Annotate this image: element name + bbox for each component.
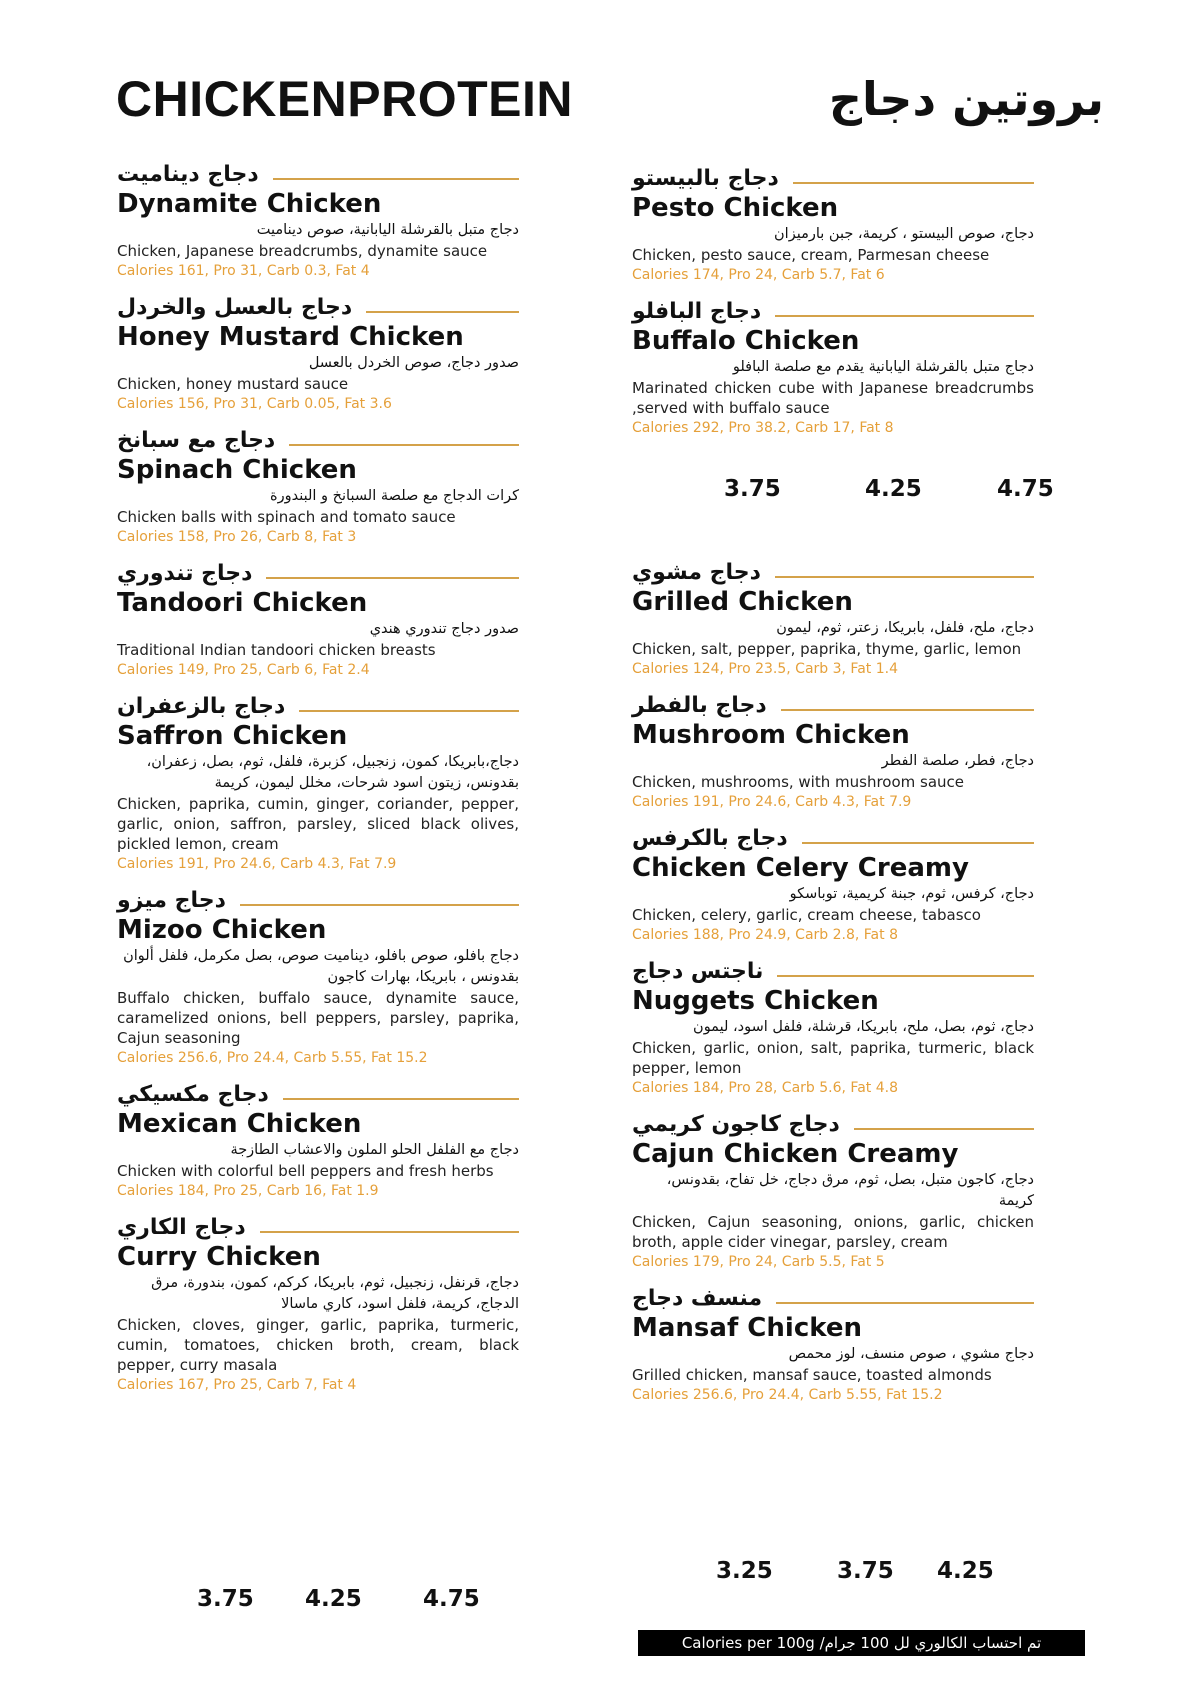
arabic-heading-row (117, 426, 519, 454)
item-name-english: Spinach Chicken (117, 455, 357, 485)
arabic-heading-row (632, 558, 1034, 586)
item-description-arabic: دجاج مع الفلفل الحلو الملون والاعشاب الطازجة (230, 1142, 519, 1158)
menu-item (117, 160, 519, 281)
item-description-english: Chicken, garlic, onion, salt, paprika, turmeric, black pepper, lemon (632, 1039, 1034, 1077)
item-nutrition: Calories 256.6, Pro 24.4, Carb 5.55, Fat 15.2 (117, 1050, 428, 1066)
accent-divider (793, 182, 1034, 184)
item-nutrition: Calories 161, Pro 31, Carb 0.3, Fat 4 (117, 263, 370, 279)
item-nutrition: Calories 179, Pro 24, Carb 5.5, Fat 5 (632, 1254, 885, 1270)
item-nutrition: Calories 292, Pro 38.2, Carb 17, Fat 8 (632, 420, 894, 436)
item-name-arabic: دجاج ميزو (117, 887, 226, 913)
arabic-heading-row (632, 1284, 1034, 1312)
item-nutrition: Calories 184, Pro 28, Carb 5.6, Fat 4.8 (632, 1080, 898, 1096)
price-small: 3.75 (724, 476, 781, 502)
item-name-arabic: دجاج البافلو (632, 298, 762, 324)
item-description-arabic: كرات الدجاج مع صلصة السبانخ و البندورة (270, 488, 519, 504)
item-description-arabic: دجاج، صوص البيستو ، كريمة، جبن بارميزان (774, 226, 1034, 242)
item-description-english: Traditional Indian tandoori chicken breasts (117, 641, 436, 659)
item-nutrition: Calories 191, Pro 24.6, Carb 4.3, Fat 7.9 (117, 856, 397, 872)
left-menu-column (117, 160, 519, 1407)
item-description-english: Chicken, honey mustard sauce (117, 375, 349, 393)
item-name-english: Buffalo Chicken (632, 326, 860, 356)
menu-item (117, 559, 519, 680)
item-name-arabic: دجاج مشوي (632, 559, 761, 585)
item-description-english: Chicken, cloves, ginger, garlic, paprika, turmeric, cumin, tomatoes, chicken broth, cream, black pepper, curry masala (117, 1316, 519, 1374)
item-name-arabic: دجاج بالكرفس (632, 825, 788, 851)
right-menu-column-top (632, 164, 1034, 450)
accent-divider (299, 710, 519, 712)
item-description-english: Chicken, salt, pepper, paprika, thyme, garlic, lemon (632, 640, 1022, 658)
page-title-arabic: بروتين دجاج (828, 72, 1104, 126)
right-top-prices (724, 476, 1054, 502)
price-medium: 4.25 (305, 1586, 362, 1612)
item-name-arabic: دجاج بالبيستو (632, 165, 779, 191)
arabic-heading-row (117, 886, 519, 914)
menu-item (632, 824, 1034, 945)
arabic-heading-row (632, 691, 1034, 719)
menu-item (117, 1080, 519, 1201)
item-name-english: Mansaf Chicken (632, 1313, 862, 1343)
item-description-arabic: صدور دجاج، صوص الخردل بالعسل (308, 355, 519, 371)
item-name-arabic: دجاج مكسيكي (117, 1081, 269, 1107)
accent-divider (273, 178, 519, 180)
item-name-english: Cajun Chicken Creamy (632, 1139, 959, 1169)
accent-divider (802, 842, 1034, 844)
right-bottom-prices (716, 1558, 994, 1584)
item-name-english: Chicken Celery Creamy (632, 853, 969, 883)
item-name-arabic: منسف دجاج (632, 1285, 763, 1311)
item-name-english: Mushroom Chicken (632, 720, 910, 750)
item-name-english: Curry Chicken (117, 1242, 321, 1272)
arabic-heading-row (632, 297, 1034, 325)
price-medium: 4.25 (865, 476, 922, 502)
calories-footnote: Calories per 100g /تم احتساب الكالوري لل 100 جرام (638, 1630, 1085, 1656)
arabic-heading-row (632, 164, 1034, 192)
item-description-arabic: صدور دجاج تندوري هندي (369, 621, 519, 637)
item-description-arabic: دجاج متبل بالقرشلة اليابانية يقدم مع صلصة البافلو (732, 359, 1034, 375)
item-description-english: Chicken, celery, garlic, cream cheese, tabasco (632, 906, 981, 924)
menu-item (117, 1213, 519, 1395)
item-description-arabic: دجاج، كاجون متبل، بصل، ثوم، مرق دجاج، خل تفاح، بقدونس، كريمة (666, 1172, 1034, 1209)
menu-item (632, 691, 1034, 812)
accent-divider (776, 1302, 1034, 1304)
item-description-arabic: دجاج، فطر، صلصة الفطر (881, 753, 1034, 769)
menu-item (632, 1110, 1034, 1272)
menu-item (632, 1284, 1034, 1405)
accent-divider (240, 904, 519, 906)
item-name-arabic: دجاج بالفطر (632, 692, 767, 718)
item-nutrition: Calories 174, Pro 24, Carb 5.7, Fat 6 (632, 267, 885, 283)
item-name-english: Nuggets Chicken (632, 986, 879, 1016)
item-name-arabic: دجاج كاجون كريمي (632, 1111, 840, 1137)
item-nutrition: Calories 191, Pro 24.6, Carb 4.3, Fat 7.9 (632, 794, 912, 810)
accent-divider (854, 1128, 1034, 1130)
arabic-heading-row (117, 1213, 519, 1241)
item-nutrition: Calories 184, Pro 25, Carb 16, Fat 1.9 (117, 1183, 379, 1199)
right-menu-column-bottom (632, 558, 1034, 1417)
menu-item (117, 293, 519, 414)
arabic-heading-row (632, 824, 1034, 852)
item-description-english: Chicken, Japanese breadcrumbs, dynamite sauce (117, 242, 488, 260)
left-prices (197, 1586, 480, 1612)
menu-item (632, 297, 1034, 438)
item-description-english: Chicken balls with spinach and tomato sauce (117, 508, 456, 526)
menu-item (117, 426, 519, 547)
item-description-english: Chicken, mushrooms, with mushroom sauce (632, 773, 965, 791)
price-large: 4.75 (423, 1586, 480, 1612)
accent-divider (775, 576, 1034, 578)
item-name-english: Honey Mustard Chicken (117, 322, 464, 352)
item-name-arabic: دجاج الكاري (117, 1214, 246, 1240)
arabic-heading-row (117, 293, 519, 321)
item-description-arabic: دجاج متبل بالقرشلة اليابانية، صوص ديناميت (256, 222, 519, 238)
price-small: 3.25 (716, 1558, 773, 1584)
item-nutrition: Calories 124, Pro 23.5, Carb 3, Fat 1.4 (632, 661, 898, 677)
item-description-english: Chicken, Cajun seasoning, onions, garlic, chicken broth, apple cider vinegar, parsley, cream (632, 1213, 1034, 1251)
arabic-heading-row (117, 692, 519, 720)
item-description-english: Chicken, paprika, cumin, ginger, coriander, pepper, garlic, onion, saffron, parsley, sliced black olives, pickled lemon, cream (117, 795, 519, 853)
accent-divider (366, 311, 519, 313)
item-name-english: Dynamite Chicken (117, 189, 382, 219)
item-description-arabic: دجاج، ملح، فلفل، بابريكا، زعتر، ثوم، ليمون (776, 620, 1034, 636)
arabic-heading-row (117, 1080, 519, 1108)
accent-divider (775, 315, 1034, 317)
arabic-heading-row (632, 1110, 1034, 1138)
item-name-english: Tandoori Chicken (117, 588, 368, 618)
item-nutrition: Calories 188, Pro 24.9, Carb 2.8, Fat 8 (632, 927, 898, 943)
accent-divider (266, 577, 519, 579)
item-name-arabic: دجاج ديناميت (117, 161, 259, 187)
arabic-heading-row (117, 160, 519, 188)
item-description-arabic: دجاج مشوي ، صوص منسف، لوز محمص (788, 1346, 1034, 1362)
item-description-arabic: دجاج بافلو، صوص بافلو، ديناميت صوص، بصل مكرمل، فلفل ألوان بقدونس ، بابريكا، بهارات كاجون (123, 948, 519, 985)
price-medium: 3.75 (837, 1558, 894, 1584)
item-description-english: Grilled chicken, mansaf sauce, toasted almonds (632, 1366, 992, 1384)
accent-divider (260, 1231, 519, 1233)
menu-item (632, 957, 1034, 1098)
item-name-english: Saffron Chicken (117, 721, 348, 751)
item-name-english: Pesto Chicken (632, 193, 839, 223)
item-nutrition: Calories 149, Pro 25, Carb 6, Fat 2.4 (117, 662, 370, 678)
accent-divider (781, 709, 1034, 711)
accent-divider (283, 1098, 519, 1100)
arabic-heading-row (632, 957, 1034, 985)
item-name-english: Grilled Chicken (632, 587, 853, 617)
item-name-arabic: دجاج بالزعفران (117, 693, 286, 719)
item-nutrition: Calories 256.6, Pro 24.4, Carb 5.55, Fat 15.2 (632, 1387, 943, 1403)
accent-divider (289, 444, 519, 446)
item-description-arabic: دجاج، ثوم، بصل، ملح، بابريكا، قرشلة، فلفل اسود، ليمون (693, 1019, 1034, 1035)
item-description-english: Buffalo chicken, buffalo sauce, dynamite sauce, caramelized onions, bell peppers, parsley, paprika, Cajun seasoning (117, 989, 519, 1047)
menu-item (117, 692, 519, 874)
item-name-arabic: ناجتس دجاج (632, 958, 764, 984)
menu-item (117, 886, 519, 1068)
menu-item (632, 558, 1034, 679)
menu-item (632, 164, 1034, 285)
arabic-heading-row (117, 559, 519, 587)
item-nutrition: Calories 158, Pro 26, Carb 8, Fat 3 (117, 529, 357, 545)
item-nutrition: Calories 167, Pro 25, Carb 7, Fat 4 (117, 1377, 357, 1393)
page-title-english: CHICKENPROTEIN (116, 71, 574, 127)
item-description-arabic: دجاج، قرنفل، زنجبيل، ثوم، بابريكا، كركم، كمون، بندورة، مرق الدجاج، كريمة، فلفل اسود، كاري ماسالا (151, 1275, 519, 1312)
item-name-english: Mexican Chicken (117, 1109, 362, 1139)
item-description-arabic: دجاج، كرفس، ثوم، جبنة كريمية، توباسكو (789, 886, 1034, 902)
item-description-english: Marinated chicken cube with Japanese breadcrumbs ,served with buffalo sauce (632, 379, 1034, 417)
price-large: 4.25 (937, 1558, 994, 1584)
item-name-arabic: دجاج مع سبانخ (117, 427, 276, 453)
item-description-english: Chicken with colorful bell peppers and fresh herbs (117, 1162, 494, 1180)
item-description-arabic: دجاج،بابريكا، كمون، زنجبيل، كزبرة، فلفل، ثوم، بصل، زعفران، بقدونس، زيتون اسود شرحات، مخلل ليمون، كريمة (146, 754, 519, 791)
item-nutrition: Calories 156, Pro 31, Carb 0.05, Fat 3.6 (117, 396, 392, 412)
item-name-arabic: دجاج تندوري (117, 560, 253, 586)
item-name-english: Mizoo Chicken (117, 915, 327, 945)
item-name-arabic: دجاج بالعسل والخردل (117, 294, 353, 320)
price-large: 4.75 (997, 476, 1054, 502)
item-description-english: Chicken, pesto sauce, cream, Parmesan cheese (632, 246, 990, 264)
price-small: 3.75 (197, 1586, 254, 1612)
accent-divider (777, 975, 1034, 977)
